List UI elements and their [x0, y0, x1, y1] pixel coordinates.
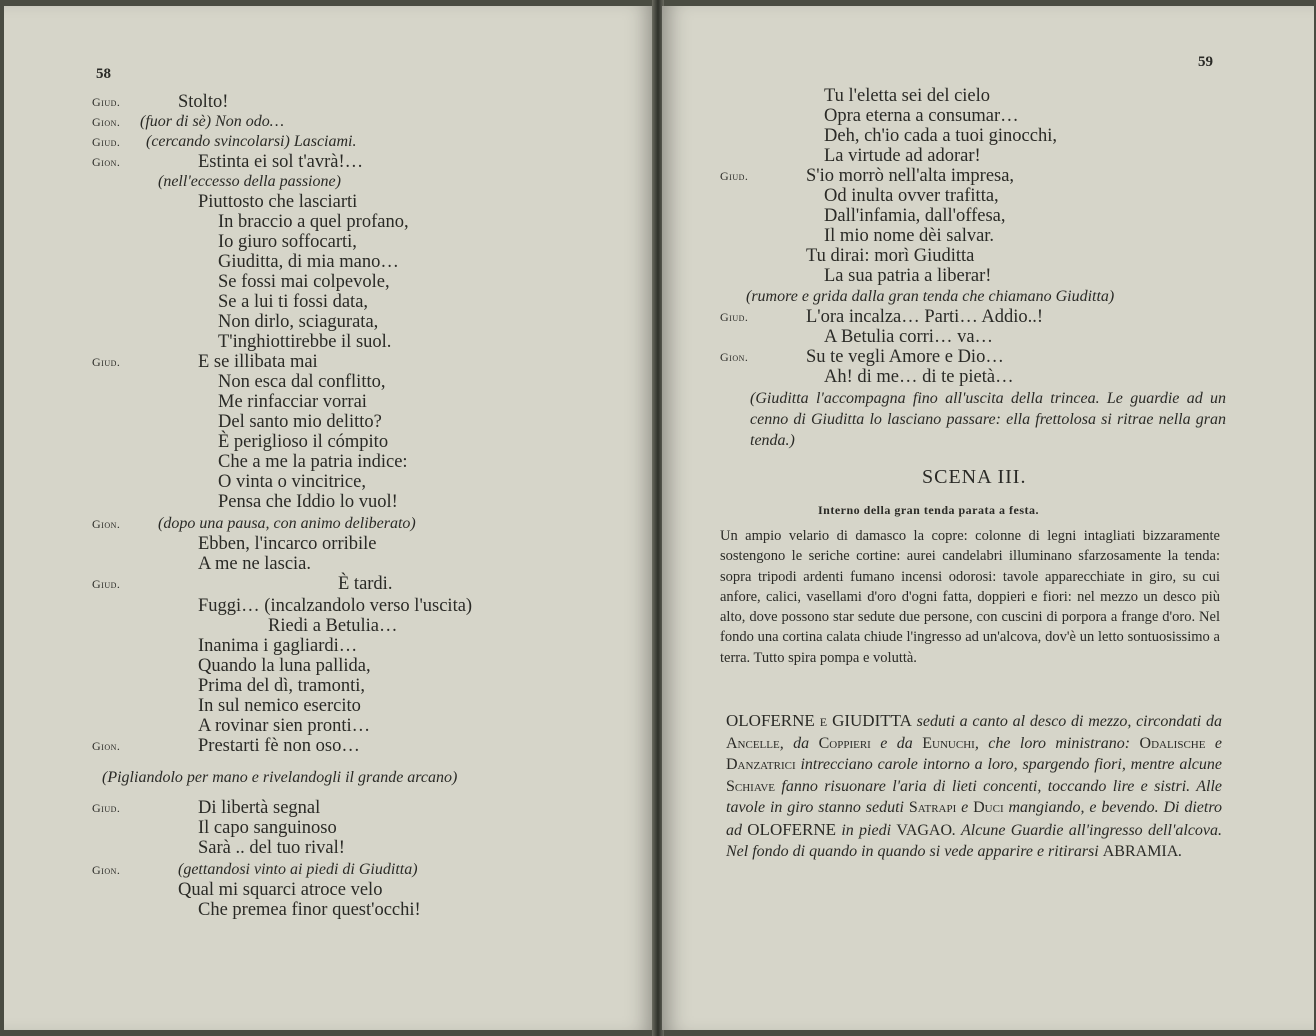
verse-line: (dopo una pausa, con animo deliberato): [158, 515, 416, 532]
verse-line: Giuditta, di mia mano…: [218, 252, 399, 272]
verse-line: Qual mi squarci atroce velo: [178, 880, 383, 900]
page-number: 58: [96, 66, 111, 82]
speaker-label: Gion.: [92, 517, 121, 531]
verse-line: Che a me la patria indice:: [218, 452, 408, 472]
verse-line: (rumore e grida dalla gran tenda che chiamano Giuditta): [746, 288, 1115, 305]
text-run: intrecciano carole intorno a loro, spargendo fiori, mentre alcune: [795, 756, 1222, 773]
verse-line: T'inghiottirebbe il suol.: [218, 332, 392, 352]
character-name: ABRAMIA: [1102, 843, 1179, 860]
verse-line: Il capo sanguinoso: [198, 818, 337, 838]
speaker-label: Giud.: [720, 310, 749, 324]
verse-line: Se a lui ti fossi data,: [218, 292, 369, 312]
text-run: .: [1178, 843, 1183, 860]
verse-line: In braccio a quel profano,: [218, 212, 409, 232]
verse-line: A Betulia corri… va…: [824, 327, 994, 347]
verse-line: Piuttosto che lasciarti: [198, 192, 358, 212]
verse-line: Se fossi mai colpevole,: [218, 272, 390, 292]
character-name: Schiave: [726, 777, 776, 795]
verse-line: (Pigliandolo per mano e rivelandogli il grande arcano): [102, 769, 458, 786]
verse-line: Fuggi… (incalzandolo verso l'uscita): [198, 596, 473, 616]
characters-paragraph: [726, 710, 1222, 863]
speaker-label: Gion.: [720, 350, 749, 364]
verse-line: (cercando svincolarsi) Lasciami.: [146, 133, 357, 150]
verse-line: Su te vegli Amore e Dio…: [806, 347, 1004, 367]
verse-line: Riedi a Betulia…: [268, 616, 398, 636]
verse-line: È periglioso il cómpito: [218, 432, 389, 452]
verse-line: (gettandosi vinto ai piedi di Giuditta): [178, 861, 418, 878]
verse-line: Tu l'eletta sei del cielo: [824, 86, 991, 106]
text-run: , che loro ministrano:: [974, 734, 1140, 752]
speaker-label: Giud.: [92, 95, 121, 109]
verse-line: Prestarti fè non oso…: [198, 736, 360, 756]
character-name: OLOFERNE: [747, 819, 837, 839]
text-run: mangiando, e bevendo. Di dietro ad: [726, 799, 1222, 839]
character-name: Odalische: [1139, 734, 1206, 752]
verse-line: Ebben, l'incarco orribile: [198, 534, 377, 554]
right-page: [662, 6, 1314, 1030]
speaker-label: Giud.: [720, 169, 749, 183]
verse-line: Non dirlo, sciagurata,: [218, 312, 379, 332]
speaker-label: Gion.: [92, 155, 121, 169]
stage-direction: (Giuditta l'accompagna fino all'uscita della trincea. Le guardie ad un cenno di Giuditta lo lasciano passare: ella frettolosa si ritrae nella gran tenda.): [750, 390, 1226, 449]
verse-line: A rovinar sien pronti…: [198, 716, 371, 736]
speaker-label: Giud.: [92, 355, 121, 369]
character-name: Danzatrici: [726, 756, 796, 773]
text-run: fanno risuonare l'aria di lieti concenti, toccando lire e sistri. Alle tavole in giro stanno seduti: [726, 777, 1222, 816]
verse-line: Od inulta ovver trafitta,: [824, 186, 999, 206]
verse-line: Di libertà segnal: [198, 798, 321, 818]
text-run: e: [956, 799, 974, 816]
text-run: . Alcune Guardie all'ingresso dell'alcova. Nel fondo di quando in quando si vede apparire e ritirarsi: [726, 821, 1223, 860]
verse-line: Me rinfacciar vorrai: [218, 392, 367, 412]
verse-line: Non esca dal conflitto,: [218, 372, 386, 392]
page-number: 59: [1198, 54, 1213, 70]
verse-line: Deh, ch'io cada a tuoi ginocchi,: [824, 126, 1057, 146]
verse-line: Pensa che Iddio lo vuol!: [218, 492, 398, 512]
verse-line: Io giuro soffocarti,: [218, 232, 357, 252]
verse-line: L'ora incalza… Parti… Addio..!: [806, 307, 1044, 327]
verse-line: Opra eterna a consumar…: [824, 106, 1019, 126]
speaker-label: Giud.: [92, 577, 121, 591]
character-name: VAGAO: [896, 821, 953, 839]
verse-line: Dall'infamia, dall'offesa,: [824, 206, 1006, 226]
text-run: in piedi: [836, 821, 897, 839]
verse-line: (nell'eccesso della passione): [158, 173, 341, 190]
verse-line: Sarà .. del tuo rival!: [198, 838, 345, 858]
scene-subtitle: Interno della gran tenda parata a festa.: [818, 503, 1039, 517]
character-name: Eunuchi: [922, 734, 975, 752]
verse-line: Ah! di me… di te pietà…: [824, 367, 1014, 387]
character-name: Duci: [973, 799, 1004, 816]
verse-line: O vinta o vincitrice,: [218, 472, 366, 492]
speaker-label: Gion.: [92, 115, 121, 129]
speaker-label: Giud.: [92, 135, 121, 149]
verse-line: A me ne lascia.: [198, 554, 312, 574]
verse-line: Che premea finor quest'occhi!: [198, 900, 421, 920]
verse-line: E se illibata mai: [198, 352, 318, 372]
verse-line: Del santo mio delitto?: [218, 412, 382, 432]
character-name: Coppieri: [818, 734, 871, 752]
speaker-label: Gion.: [92, 863, 121, 877]
verse-line: Tu dirai: morì Giuditta: [806, 246, 975, 266]
scene-title: SCENA III.: [922, 466, 1027, 488]
verse-line: Il mio nome dèi salvar.: [824, 226, 995, 246]
speaker-label: Giud.: [92, 801, 121, 815]
character-names: OLOFERNE e GIUDITTA: [726, 711, 912, 730]
verse-line: S'io morrò nell'alta impresa,: [806, 166, 1015, 186]
verse-line: Estinta ei sol t'avrà!…: [198, 152, 364, 172]
verse-line: È tardi.: [338, 574, 393, 594]
character-name: Ancelle: [726, 734, 780, 752]
verse-line: Quando la luna pallida,: [198, 656, 371, 676]
text-run: e: [1205, 734, 1223, 752]
verse-line: Inanima i gagliardi…: [198, 636, 358, 656]
text-run: seduti a canto al desco di mezzo, circondati da: [911, 713, 1222, 730]
verse-line: Prima del dì, tramonti,: [198, 676, 365, 696]
verse-line: Stolto!: [178, 92, 229, 112]
verse-line: La virtude ad adorar!: [824, 146, 981, 166]
speaker-label: Gion.: [92, 739, 121, 753]
character-name: Satrapi: [908, 799, 957, 816]
left-page: [4, 6, 654, 1030]
scene-description: Un ampio velario di damasco la copre: colonne di legni intagliati bizzaramente sostengono le seriche cortine: aurei candelabri illuminano sfarzosamente la tenda: sopra tripodi ardenti fumano incensi odorosi: tavole apparecchiate in giro, su cui anfore, calici, vasellami d'oro d'ogni fatta, doppieri e fiori: nel mezzo un desco più alto, dove possono star sedute due persone, con cuscini di porpora a frange d'oro. Nel fondo una cortina calata chiude l'ingresso ad un'alcova, dov'è un letto sontuosissimo a terra. Tutto spira pompa e voluttà.: [720, 528, 1220, 666]
text-run: e da: [870, 734, 923, 752]
verse-line: La sua patria a liberar!: [824, 266, 992, 286]
verse-line: (fuor di sè) Non odo…: [140, 113, 284, 130]
verse-line: In sul nemico esercito: [198, 696, 361, 716]
text-run: , da: [779, 734, 819, 752]
